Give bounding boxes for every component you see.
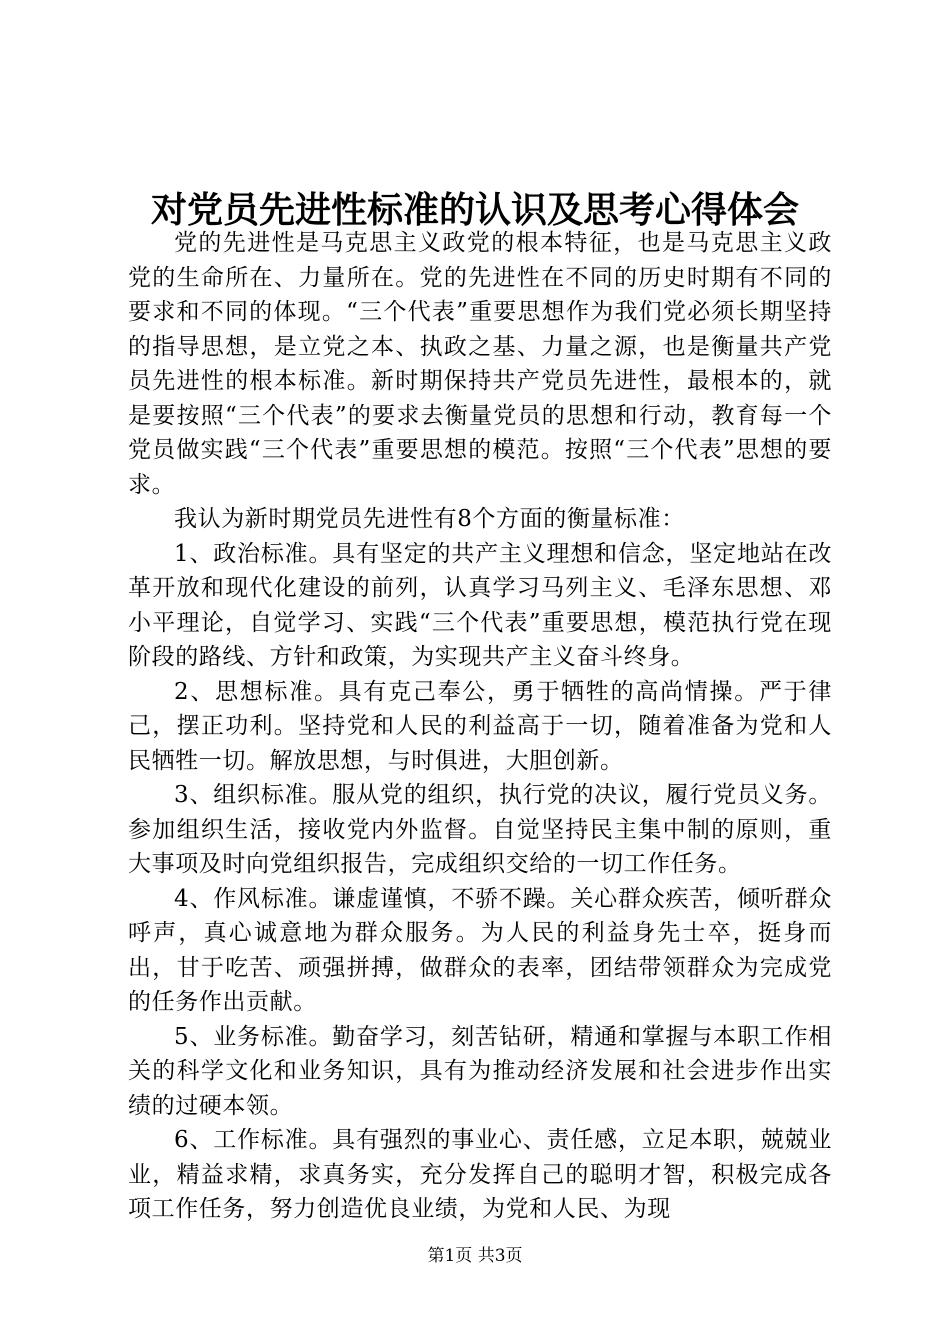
page-footer: 第1页 共3页 <box>427 1246 523 1266</box>
paragraph-professional-standard: 5、业务标准。勤奋学习，刻苦钻研，精通和掌握与本职工作相关的科学文化和业务知识，具有为推动经济发展和社会进步作出实绩的过硬本领。 <box>128 1023 832 1119</box>
paragraph-political-standard: 1、政治标准。具有坚定的共产主义理想和信念，坚定地站在改革开放和现代化建设的前列，认真学习马列主义、毛泽东思想、邓小平理论，自觉学习、实践“三个代表”重要思想，模范执行党在现阶段的路线、方针和政策，为实现共产主义奋斗终身。 <box>128 540 832 670</box>
paragraph-work-style-standard: 4、作风标准。谦虚谨慎，不骄不躁。关心群众疾苦，倾听群众呼声，真心诚意地为群众服务。为人民的利益身先士卒，挺身而出，甘于吃苦、顽强拼搏，做群众的表率，团结带领群众为完成党的任务作出贡献。 <box>128 885 832 1015</box>
document-title: 对党员先进性标准的认识及思考心得体会 <box>150 189 799 231</box>
paragraph-intro: 党的先进性是马克思主义政党的根本特征，也是马克思主义政党的生命所在、力量所在。党的先进性在不同的历史时期有不同的要求和不同的体现。“三个代表”重要思想作为我们党必须长期坚持的指导思想，是立党之本、执政之基、力量之源，也是衡量共产党员先进性的根本标准。新时期保持共产党员先进性，最根本的，就是要按照“三个代表”的要求去衡量党员的思想和行动，教育每一个党员做实践“三个代表”重要思想的模范。按照“三个代表”思想的要求。 <box>128 230 832 498</box>
paragraph-work-standard: 6、工作标准。具有强烈的事业心、责任感，立足本职，兢兢业业，精益求精，求真务实，充分发挥自己的聪明才智，积极完成各项工作任务，努力创造优良业绩，为党和人民、为现 <box>128 1127 832 1222</box>
paragraph-organizational-standard: 3、组织标准。服从党的组织，执行党的决议，履行党员义务。参加组织生活，接收党内外监督。自觉坚持民主集中制的原则，重大事项及时向党组织报告，完成组织交给的一切工作任务。 <box>128 782 832 877</box>
paragraph-ideological-standard: 2、思想标准。具有克己奉公，勇于牺牲的高尚情操。严于律己，摆正功利。坚持党和人民的利益高于一切，随着准备为党和人民牺牲一切。解放思想，与时俱进，大胆创新。 <box>128 678 832 774</box>
document-body <box>128 226 832 1227</box>
paragraph-standards-lead: 我认为新时期党员先进性有8个方面的衡量标准： <box>174 506 685 532</box>
